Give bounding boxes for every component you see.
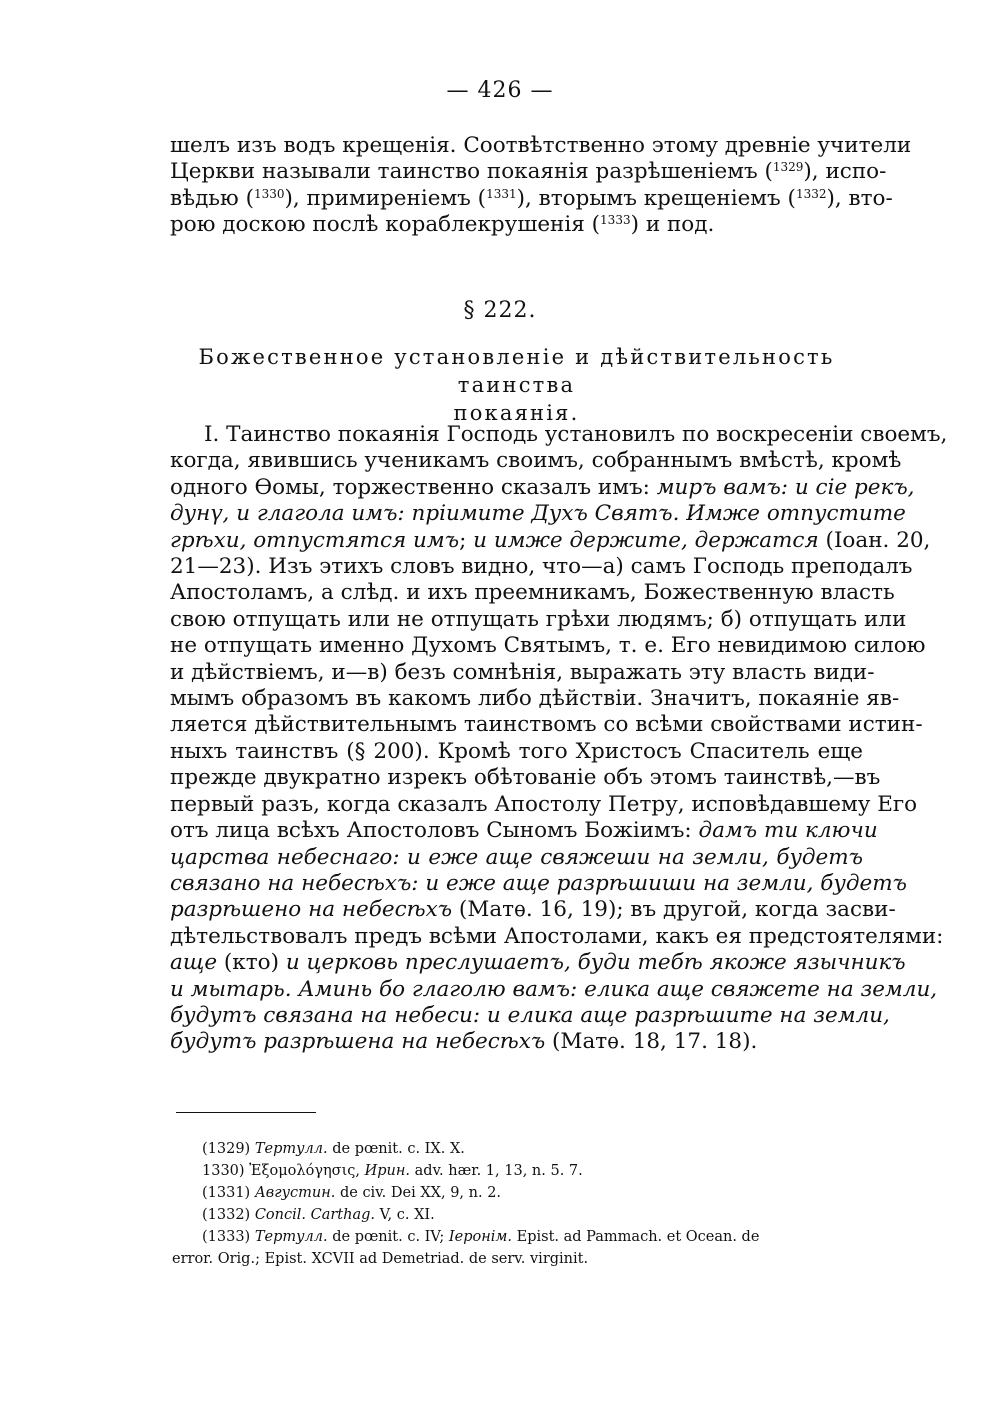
text-line bbox=[170, 818, 878, 844]
text-run: Апостоламъ, а слѣд. и ихъ преемникамъ, Божественную власть bbox=[170, 580, 895, 606]
text-run: свою отпущать или не отпущать грѣхи людямъ; б) отпущать или bbox=[170, 606, 907, 632]
text-line bbox=[170, 212, 863, 238]
footnote-ref[interactable]: 1333 bbox=[600, 213, 631, 228]
author-name: Ирин. bbox=[364, 1163, 411, 1179]
footnote-ref[interactable]: 1330 bbox=[253, 186, 285, 201]
text-run: ), испо- bbox=[803, 159, 887, 185]
text-line bbox=[170, 185, 893, 212]
text-run: одного Ѳомы, торжественно сказалъ имъ: bbox=[170, 474, 657, 500]
footnote-1333 bbox=[172, 1226, 865, 1248]
text-line bbox=[170, 1029, 863, 1055]
scripture-quote: аще bbox=[170, 950, 218, 976]
footnote-text: Ἐξομολόγησις, bbox=[244, 1163, 365, 1179]
footnote-text: Epist. ad Pammach. et Ocean. de bbox=[512, 1229, 760, 1245]
scripture-quote: дунү, и глагола имъ: пріимите Духъ Святъ. Имже отпустите bbox=[170, 501, 906, 527]
text-line bbox=[170, 474, 915, 501]
footnotes bbox=[172, 1138, 865, 1270]
text-run: (Іоан. 20, bbox=[818, 527, 931, 553]
text-line bbox=[170, 448, 902, 474]
scripture-quote: и церковь преслушаетъ, буди тебѣ якоже язычникъ bbox=[285, 950, 906, 976]
text-run: дѣтельствовалъ предъ всѣми Апостолами, какъ ея предстоятелями: bbox=[170, 923, 944, 949]
text-line bbox=[170, 739, 863, 765]
text-line bbox=[170, 765, 881, 791]
text-line bbox=[170, 659, 875, 686]
text-line bbox=[170, 580, 895, 606]
text-run: Церкви называли таинство покаянія разрѣшеніемъ ( bbox=[170, 159, 773, 185]
text-line bbox=[170, 950, 906, 976]
scripture-quote: будутъ связана на небеси: и елика аще разрѣшите на земли, bbox=[170, 1002, 890, 1028]
text-line bbox=[170, 501, 906, 527]
text-line bbox=[170, 712, 923, 738]
page-number: — 426 — bbox=[446, 78, 554, 103]
text-run: ныхъ таинствъ (§ 200). Кромѣ того Христосъ Спаситель еще bbox=[170, 738, 863, 764]
text-run: ) и под. bbox=[630, 212, 715, 238]
text-run: отъ лица всѣхъ Апостоловъ Сыномъ Божіимъ: bbox=[170, 818, 699, 844]
footnote-continuation: error. Orig.; Epist. XCVII ad Demetriad. de serv. virginit. bbox=[172, 1251, 589, 1267]
author-name: Тертулл. bbox=[254, 1141, 328, 1157]
scripture-quote: дамъ ти ключи bbox=[698, 818, 878, 844]
footnote-1329 bbox=[172, 1138, 865, 1160]
scripture-quote: царства небеснаго: и еже аще свяжеши на земли, будетъ bbox=[170, 844, 863, 870]
footnote-mark: (1331) bbox=[202, 1185, 251, 1201]
text-line bbox=[170, 133, 912, 159]
text-run: ляется дѣйствительнымъ таинствомъ со всѣми свойствами истин- bbox=[170, 712, 923, 738]
scripture-quote: будутъ разрѣшена на небесѣхъ bbox=[170, 1029, 546, 1055]
footnote-text: de civ. Dei XX, 9, n. 2. bbox=[335, 1185, 502, 1201]
text-run: когда, явившись ученикамъ своимъ, собраннымъ вмѣстѣ, кромѣ bbox=[170, 448, 902, 474]
section-title-line: Божественное установленіе и дѣйствительность таинства bbox=[198, 345, 835, 397]
text-run: шелъ изъ водъ крещенія. Соотвѣтственно этому древніе учители bbox=[170, 133, 912, 158]
footnote-ref[interactable]: 1332 bbox=[795, 186, 827, 201]
text-line bbox=[170, 422, 948, 448]
text-line bbox=[170, 606, 907, 633]
footnote-mark: (1333) bbox=[202, 1229, 251, 1245]
scripture-quote: связано на небесѣхъ: и еже аще разрѣшиши на земли, будетъ bbox=[170, 870, 907, 896]
text-line bbox=[170, 791, 918, 818]
footnote-text: de pœnit. c. IX. X. bbox=[327, 1141, 465, 1157]
footnote-text: adv. hær. 1, 13, n. 5. 7. bbox=[410, 1163, 583, 1179]
text-line bbox=[170, 923, 944, 950]
section-title-line: покаянія. bbox=[453, 401, 580, 425]
text-run: не отпущать именно Духомъ Святымъ, т. е. Его невидимою силою bbox=[170, 633, 926, 659]
footnote-1331 bbox=[172, 1182, 865, 1204]
text-run: 21—23). Изъ этихъ словъ видно, что—а) самъ Господь преподалъ bbox=[170, 554, 913, 580]
text-line bbox=[170, 633, 926, 659]
footnote-1332 bbox=[172, 1204, 865, 1226]
text-run: рою доскою послѣ кораблекрушенія ( bbox=[170, 212, 601, 238]
text-run: ), вто- bbox=[826, 185, 893, 211]
intro-paragraph bbox=[170, 133, 912, 239]
author-name: Concil. Carthag. bbox=[254, 1207, 375, 1223]
text-run: первый разъ, когда сказалъ Апостолу Петру, исповѣдавшему Его bbox=[170, 791, 918, 817]
text-line bbox=[170, 976, 938, 1003]
text-run: (кто) bbox=[217, 950, 286, 976]
text-line bbox=[170, 845, 863, 871]
text-line bbox=[170, 527, 931, 554]
author-name: Іеронім. bbox=[448, 1229, 513, 1245]
footnote-mark: (1332) bbox=[202, 1207, 251, 1223]
scripture-quote: разрѣшено на небесѣхъ bbox=[170, 897, 453, 923]
text-line bbox=[170, 686, 900, 712]
section-number: § 222. bbox=[463, 298, 537, 323]
main-paragraph bbox=[170, 422, 948, 1056]
scripture-quote: и имже держите, держатся bbox=[473, 527, 819, 553]
text-run: ), примиреніемъ ( bbox=[284, 185, 487, 211]
author-name: Тертулл. bbox=[254, 1229, 328, 1245]
footnote-1330 bbox=[172, 1160, 865, 1182]
text-run: мымъ образомъ въ какомъ либо дѣйствіи. Значитъ, покаяніе яв- bbox=[170, 686, 900, 712]
scripture-quote: грѣхи, отпустятся имъ bbox=[170, 527, 460, 553]
text-run: ), вторымъ крещеніемъ ( bbox=[516, 185, 796, 211]
footnote-text: V, c. XI. bbox=[374, 1207, 435, 1223]
author-name: Августин. bbox=[254, 1185, 336, 1201]
footnote-ref[interactable]: 1329 bbox=[772, 160, 804, 175]
section-title bbox=[170, 343, 863, 427]
text-run: прежде двукратно изрекъ обѣтованіе объ этомъ таинствѣ,—въ bbox=[170, 765, 881, 791]
footnote-ref[interactable]: 1331 bbox=[486, 186, 517, 201]
text-run: и дѣйствіемъ, и—в) безъ сомнѣнія, выражать эту власть види- bbox=[170, 659, 875, 685]
footnote-mark: (1329) bbox=[202, 1141, 251, 1157]
text-line bbox=[170, 1002, 890, 1029]
text-run: ; bbox=[459, 527, 474, 553]
text-line bbox=[170, 159, 887, 185]
text-line bbox=[170, 554, 913, 580]
footnote-mark: 1330) bbox=[202, 1163, 245, 1179]
text-run: (Матѳ. 18, 17. 18). bbox=[545, 1029, 758, 1055]
scripture-quote: миръ вамъ: и сіе рекъ, bbox=[656, 474, 915, 500]
footnote-text: de pœnit. c. IV; bbox=[327, 1229, 449, 1245]
text-run: I. Таинство покаянія Господь установилъ по воскресеніи своемъ, bbox=[204, 422, 948, 447]
text-run: (Матѳ. 16, 19); въ другой, когда засви- bbox=[452, 897, 896, 923]
text-line bbox=[170, 897, 896, 923]
text-line bbox=[170, 870, 907, 897]
footnote-divider bbox=[176, 1112, 316, 1113]
scripture-quote: и мытарь. Аминь бо глаголю вамъ: елика аще свяжете на земли, bbox=[170, 976, 938, 1002]
text-run: вѣдью ( bbox=[170, 185, 254, 211]
